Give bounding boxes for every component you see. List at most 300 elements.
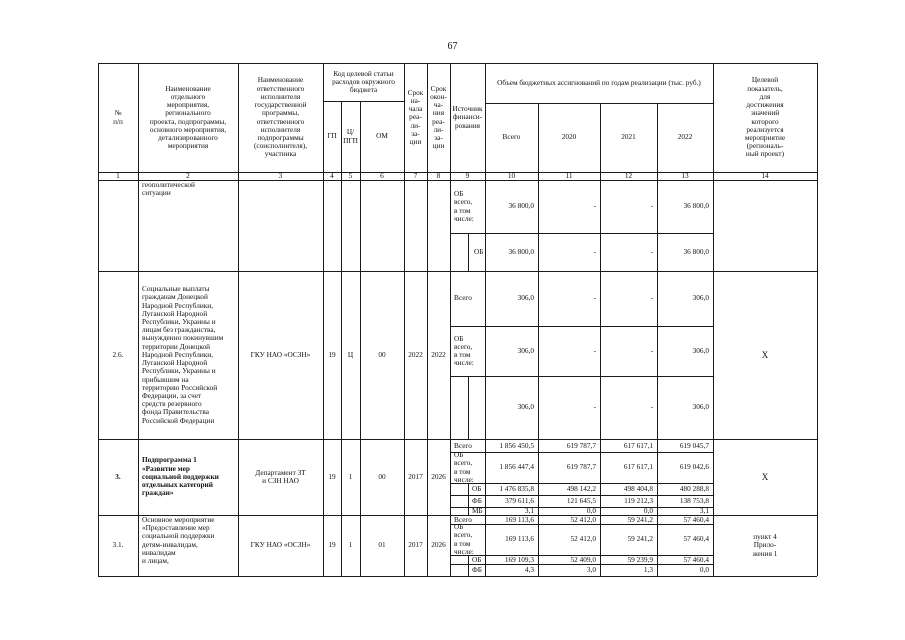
- row_3-2020-text: 498 142,2: [566, 484, 596, 494]
- table-rule: [600, 439, 601, 515]
- row_3-2022: [659, 453, 709, 482]
- table-rule: [713, 180, 714, 271]
- table-rule: [450, 271, 451, 439]
- column-number: [659, 172, 711, 180]
- table-rule: [657, 271, 658, 439]
- table-rule: [538, 103, 539, 172]
- header-2022: [659, 104, 711, 171]
- row_3-gp: [323, 440, 341, 514]
- row_3-2021: [602, 507, 653, 515]
- row_31-indicator-text: пункт 4 Прило- жения 1: [752, 532, 778, 558]
- row_3-2021: [602, 439, 653, 452]
- row_a-2020: [540, 181, 596, 232]
- row_31-2020: [540, 564, 596, 576]
- row_3-total-text: 1 476 835,8: [499, 484, 534, 494]
- table-rule: [600, 103, 601, 172]
- row_31-source: [454, 522, 483, 556]
- column-number-text: 11: [565, 171, 573, 181]
- header-source: [452, 64, 483, 171]
- row_a-source: [474, 234, 483, 270]
- row_3-ppgp: [341, 440, 360, 514]
- column-number: [325, 172, 339, 180]
- row_3-start-text: 2017: [408, 471, 423, 481]
- row_26-2022: [659, 327, 709, 375]
- row_3-source-text: Всего: [454, 440, 472, 450]
- row_3-2021-text: 617 617,1: [623, 462, 653, 472]
- table-rule: [341, 172, 342, 180]
- header-name: [140, 64, 236, 171]
- row_31-gp: [323, 516, 341, 575]
- row_3-total: [487, 507, 534, 515]
- row_3-2022: [659, 507, 709, 515]
- row_31-2022: [659, 555, 709, 564]
- row_31-gp-text: 19: [328, 540, 336, 550]
- table-rule: [98, 576, 817, 577]
- row_a-2021: [602, 181, 653, 232]
- row_3-source-text: ФБ: [472, 496, 482, 506]
- row_3-total-text: 3,1: [524, 506, 534, 516]
- row_31-2022-text: 0,0: [699, 565, 709, 575]
- row_26-name: [142, 272, 236, 438]
- row_31-2020: [540, 525, 596, 554]
- header-num: [100, 64, 136, 171]
- row_26-source-text: Всего: [454, 293, 472, 303]
- row_31-source-text: ФБ: [472, 565, 482, 575]
- column-number: [452, 172, 483, 180]
- row_3-total: [487, 495, 534, 507]
- row_3-num: [100, 440, 136, 514]
- row_a-source-text: ОБ: [474, 246, 484, 256]
- header-executor-text: Наименование ответственного исполнителя государственной программы, ответственного исполнителя подпрограммы (соисполнителя), участника: [253, 75, 308, 159]
- row_3-source-text: ОБ всего, в том числе:: [454, 450, 474, 484]
- row_31-2022: [659, 564, 709, 576]
- table-rule: [713, 271, 714, 439]
- row_26-2020-text: -: [593, 402, 596, 412]
- row_3-start: [404, 440, 427, 514]
- table-rule: [538, 172, 539, 180]
- row_26-start-text: 2022: [408, 349, 423, 359]
- row_26-executor: [240, 272, 321, 438]
- table-rule: [600, 180, 601, 271]
- row_26-indicator-text: Х: [761, 349, 769, 360]
- row_26-indicator: [715, 272, 815, 438]
- row_31-2020: [540, 555, 596, 564]
- table-rule: [713, 63, 714, 172]
- table-rule: [360, 180, 361, 271]
- row_31-total-text: 4,3: [524, 565, 534, 575]
- row_3-ppgp-text: 1: [348, 471, 353, 481]
- row_31-source-text: ОБ: [472, 554, 482, 564]
- row_31-2021: [602, 515, 653, 524]
- column-number-text: 14: [761, 171, 769, 181]
- table-rule: [485, 271, 486, 439]
- table-rule: [713, 515, 714, 576]
- row_31-end-text: 2026: [431, 540, 446, 550]
- column-number-text: 5: [348, 171, 353, 181]
- table-rule: [468, 555, 469, 576]
- row_a-total-text: 36 800,0: [508, 246, 534, 256]
- table-rule: [817, 63, 818, 576]
- table-rule: [538, 180, 539, 271]
- header-volume-group: [487, 64, 711, 102]
- table-rule: [427, 180, 428, 271]
- row_a-2022: [659, 181, 709, 232]
- row_3-total: [487, 453, 534, 482]
- row_31-2020-text: 3,0: [586, 565, 596, 575]
- row_31-2020-text: 52 409,0: [570, 554, 596, 564]
- row_3-2021-text: 498 404,8: [623, 484, 653, 494]
- header-indicator: [715, 64, 815, 171]
- row_a-source: [454, 181, 483, 232]
- row_3-end-text: 2026: [431, 471, 446, 481]
- row_31-2021-text: 1,3: [643, 565, 653, 575]
- row_3-source: [454, 450, 483, 484]
- header-start-text: Срок на- чала реа- ли- за- ции: [407, 87, 424, 146]
- header-code-group: [325, 64, 402, 100]
- row_26-num-text: 2.6.: [112, 349, 124, 359]
- table-rule: [657, 439, 658, 515]
- column-number: [240, 172, 321, 180]
- row_26-total: [487, 327, 534, 375]
- row_31-executor-text: ГКУ НАО «ОСЗН»: [250, 540, 311, 550]
- row_31-source: [472, 555, 483, 564]
- row_3-num-text: 3.: [115, 471, 121, 481]
- row_26-source: [454, 327, 483, 375]
- row_31-ppgp-text: 1: [348, 540, 353, 550]
- row_3-indicator-text: Х: [761, 471, 769, 482]
- row_26-2021: [602, 272, 653, 325]
- column-number-text: 8: [436, 171, 441, 181]
- row_26-2021-text: -: [650, 402, 653, 412]
- row_31-source: [472, 564, 483, 576]
- table-rule: [485, 180, 486, 271]
- row_31-source-text: Всего: [454, 514, 472, 524]
- row_26-total-text: 306,0: [517, 402, 534, 412]
- table-rule: [138, 271, 139, 439]
- row_31-2020-text: 52 412,0: [570, 534, 596, 544]
- row_31-2022: [659, 515, 709, 524]
- column-number-text: 9: [465, 171, 470, 181]
- row_26-2022: [659, 377, 709, 438]
- column-number-text: 3: [278, 171, 283, 181]
- row_26-total-text: 306,0: [517, 293, 534, 303]
- table-rule: [341, 180, 342, 271]
- header-name-text: Наименование отдельного мероприятия, регионального проекта, подпрограммы, основного мероприятия, детализированного мероприятия: [149, 83, 227, 151]
- row_31-source-text: ОБ всего, в том числе:: [454, 522, 474, 556]
- table-rule: [538, 271, 539, 439]
- header-2021: [602, 104, 655, 171]
- row_3-source-text: ОБ: [472, 484, 482, 494]
- row_a-2021: [602, 234, 653, 270]
- table-rule: [238, 172, 239, 180]
- row_26-num: [100, 272, 136, 438]
- row_a-total: [487, 181, 534, 232]
- table-rule: [360, 101, 361, 172]
- row_26-2020: [540, 327, 596, 375]
- table-rule: [485, 172, 486, 180]
- row_26-total: [487, 377, 534, 438]
- row_26-gp-text: 19: [328, 349, 336, 359]
- row_31-om: [360, 516, 404, 575]
- table-rule: [450, 180, 451, 271]
- row_31-name-text: Основное мероприятие «Предоставление мер социальной поддержки детям-инвалидам, инвалидам и лицам,: [142, 515, 215, 566]
- row_3-2021-text: 617 617,1: [623, 440, 653, 450]
- row_3-2020: [540, 439, 596, 452]
- row_31-total: [487, 555, 534, 564]
- row_3-2020-text: 619 787,7: [566, 462, 596, 472]
- row_26-2022-text: 306,0: [692, 345, 709, 355]
- table-rule: [427, 172, 428, 180]
- header-2020: [540, 104, 598, 171]
- row_26-om-text: 00: [378, 349, 386, 359]
- column-number: [362, 172, 402, 180]
- header-om-text: ОМ: [376, 131, 388, 141]
- row_3-2020-text: 0,0: [586, 506, 596, 516]
- row_26-2020: [540, 377, 596, 438]
- row_31-total: [487, 564, 534, 576]
- row_31-2020-text: 52 412,0: [570, 514, 596, 524]
- header-gp-text: ГП: [327, 131, 337, 141]
- row_3-2020: [540, 453, 596, 482]
- row_31-2020: [540, 515, 596, 524]
- row_3-indicator: [715, 440, 815, 514]
- row_3-total: [487, 439, 534, 452]
- row_26-source-text: ОБ всего, в том числе:: [454, 333, 474, 368]
- row_31-start-text: 2017: [408, 540, 423, 550]
- table-rule: [450, 439, 451, 515]
- row_a-2020: [540, 234, 596, 270]
- column-number: [140, 172, 236, 180]
- table-rule: [713, 172, 714, 180]
- row_31-executor: [240, 516, 321, 575]
- column-number-text: 10: [507, 171, 516, 181]
- row_3-2020: [540, 483, 596, 495]
- row_26-ppgp: [341, 272, 360, 438]
- row_26-2021: [602, 377, 653, 438]
- header-volume-group-text: Объем бюджетных ассигнований по годам реализации (тыс. руб.): [497, 77, 701, 87]
- row_31-2021: [602, 525, 653, 554]
- row_3-2022: [659, 439, 709, 452]
- row_31-start: [404, 516, 427, 575]
- row_3-source: [472, 507, 483, 515]
- table-rule: [138, 439, 139, 515]
- row_26-name-text: Социальные выплаты гражданам Донецкой Народной Республики, Луганской Народной Республики, Украины и лицам без гражданства, вынужденно покинувшим территории Донецкой Народной Республики, Луганской Народной Республики, Украины и прибывшим на территорию Российской Федерации, за счет средств резервного фонда Правительства Российской Федерации: [142, 284, 224, 425]
- table-rule: [657, 172, 658, 180]
- row_3-2021-text: 119 212,3: [624, 496, 653, 506]
- column-number: [406, 172, 425, 180]
- row_3-2022-text: 138 753,8: [679, 496, 709, 506]
- column-number-text: 2: [186, 171, 190, 181]
- row_31-indicator: [715, 516, 815, 575]
- row_26-2022: [659, 272, 709, 325]
- row_a-2021-text: -: [650, 201, 653, 211]
- header-total-text: Всего: [502, 132, 521, 142]
- table-rule: [450, 172, 451, 180]
- column-number: [602, 172, 655, 180]
- row_3-2022-text: 619 042,6: [679, 462, 709, 472]
- table-rule: [404, 172, 405, 180]
- header-om: [362, 102, 402, 171]
- row_31-2022: [659, 525, 709, 554]
- row_3-2021: [602, 453, 653, 482]
- row_3-2020: [540, 507, 596, 515]
- table-rule: [360, 172, 361, 180]
- row_31-2021: [602, 564, 653, 576]
- row_3-executor-text: Департамент ЗТ и СЗН НАО: [255, 467, 306, 485]
- row_3-2020-text: 121 645,5: [566, 496, 596, 506]
- row_31-2021-text: 59 241,2: [627, 514, 653, 524]
- header-2022-text: 2022: [677, 132, 693, 142]
- column-number: [487, 172, 536, 180]
- row_a-source-text: ОБ всего, в том числе:: [454, 189, 474, 223]
- table-rule: [657, 180, 658, 271]
- table-rule: [404, 180, 405, 271]
- row_3-2022: [659, 495, 709, 507]
- row_3-total-text: 1 856 450,5: [499, 440, 534, 450]
- row_a-name-text: геополитической ситуации: [142, 180, 195, 198]
- header-end: [427, 64, 450, 171]
- row_3-2022-text: 619 045,7: [679, 440, 709, 450]
- row_31-end: [427, 516, 450, 575]
- row_a-2022-text: 36 800,0: [683, 246, 709, 256]
- header-start: [404, 64, 427, 171]
- table-rule: [485, 439, 486, 515]
- row_3-executor: [240, 440, 321, 514]
- row_31-name: [142, 516, 236, 575]
- header-source-text: Источник финанси- рования: [452, 104, 483, 130]
- page-number: 67: [447, 41, 458, 52]
- row_26-2022-text: 306,0: [692, 293, 709, 303]
- table-rule: [238, 63, 239, 172]
- row_26-total: [487, 272, 534, 325]
- row_a-2020-text: -: [593, 246, 596, 256]
- row_31-ppgp: [341, 516, 360, 575]
- row_a-name: [142, 181, 236, 270]
- table-rule: [323, 172, 324, 180]
- row_26-ppgp-text: Ц: [347, 349, 354, 359]
- row_a-2022: [659, 234, 709, 270]
- table-rule: [468, 376, 469, 439]
- table-rule: [657, 103, 658, 172]
- row_3-gp-text: 19: [328, 471, 336, 481]
- table-rule: [485, 63, 486, 172]
- row_a-total-text: 36 800,0: [508, 201, 534, 211]
- column-number: [540, 172, 598, 180]
- header-ppgp: [341, 102, 360, 171]
- row_a-2021-text: -: [650, 246, 653, 256]
- row_26-2020-text: -: [593, 293, 596, 303]
- table-rule: [98, 63, 99, 576]
- header-ppgp-text: Ц/ ПГП: [343, 127, 358, 145]
- row_3-end: [427, 440, 450, 514]
- row_31-total-text: 169 113,6: [505, 514, 534, 524]
- row_26-2021: [602, 327, 653, 375]
- table-rule: [468, 483, 469, 515]
- row_26-2021-text: -: [650, 345, 653, 355]
- row_a-2020-text: -: [593, 201, 596, 211]
- row_3-2021-text: 0,0: [643, 506, 653, 516]
- header-executor: [240, 64, 321, 171]
- row_31-2021-text: 59 239,9: [627, 554, 653, 564]
- row_3-name-text: Подпрограмма 1 «Развитие мер социальной поддержки отдельных категорий граждан»: [142, 455, 219, 498]
- header-code-group-text: Код целевой статьи расходов окружного бюджета: [332, 68, 395, 95]
- row_3-2022-text: 480 288,8: [679, 484, 709, 494]
- row_3-om: [360, 440, 404, 514]
- row_31-2022-text: 57 460,4: [683, 514, 709, 524]
- table-rule: [238, 439, 239, 515]
- table-rule: [600, 172, 601, 180]
- row_26-2020: [540, 272, 596, 325]
- table-rule: [468, 233, 469, 271]
- row_3-source: [472, 483, 483, 495]
- table-rule: [323, 63, 324, 172]
- row_31-total: [487, 525, 534, 554]
- row_3-2022-text: 3,1: [699, 506, 709, 516]
- table-rule: [138, 180, 139, 271]
- header-gp: [325, 102, 339, 171]
- row_3-total-text: 379 611,6: [505, 496, 534, 506]
- budget-table: [98, 63, 817, 576]
- table-rule: [138, 515, 139, 576]
- row_a-2022-text: 36 800,0: [683, 201, 709, 211]
- row_3-2020: [540, 495, 596, 507]
- row_31-om-text: 01: [378, 540, 386, 550]
- table-rule: [138, 172, 139, 180]
- column-number-text: 1: [116, 171, 120, 181]
- table-rule: [323, 180, 324, 271]
- row_3-source-text: МБ: [472, 506, 483, 516]
- column-number: [100, 172, 136, 180]
- table-rule: [450, 63, 451, 172]
- row_26-2021-text: -: [650, 293, 653, 303]
- table-rule: [138, 63, 139, 172]
- row_3-om-text: 00: [378, 471, 386, 481]
- row_26-end-text: 2022: [431, 349, 446, 359]
- row_26-source: [454, 272, 483, 325]
- row_3-total-text: 1 856 447,4: [499, 462, 534, 472]
- table-rule: [713, 439, 714, 515]
- column-number-text: 4: [330, 171, 334, 181]
- column-number-text: 7: [413, 171, 418, 181]
- column-number-text: 12: [624, 171, 633, 181]
- column-number-text: 6: [380, 171, 384, 181]
- header-2020-text: 2020: [561, 132, 577, 142]
- column-number-text: 13: [681, 171, 689, 181]
- row_26-om: [360, 272, 404, 438]
- row_a-total: [487, 234, 534, 270]
- row_3-total: [487, 483, 534, 495]
- row_26-start: [404, 272, 427, 438]
- row_31-num-text: 3.1.: [112, 540, 124, 550]
- header-num-text: № п/п: [113, 108, 123, 126]
- row_3-name: [142, 440, 236, 514]
- row_3-source: [472, 495, 483, 507]
- row_3-2021: [602, 495, 653, 507]
- table-rule: [238, 271, 239, 439]
- header-2021-text: 2021: [621, 132, 636, 142]
- column-number: [343, 172, 358, 180]
- row_31-total-text: 169 109,3: [504, 554, 534, 564]
- header-end-text: Срок окон- ча- ния реа- ли- за- ции: [430, 83, 447, 151]
- row_26-gp: [323, 272, 341, 438]
- table-rule: [538, 439, 539, 515]
- row_3-2022: [659, 483, 709, 495]
- row_26-2020-text: -: [593, 345, 596, 355]
- row_31-num: [100, 516, 136, 575]
- row_31-2021-text: 59 241,2: [627, 534, 653, 544]
- row_3-2021: [602, 483, 653, 495]
- column-number: [715, 172, 815, 180]
